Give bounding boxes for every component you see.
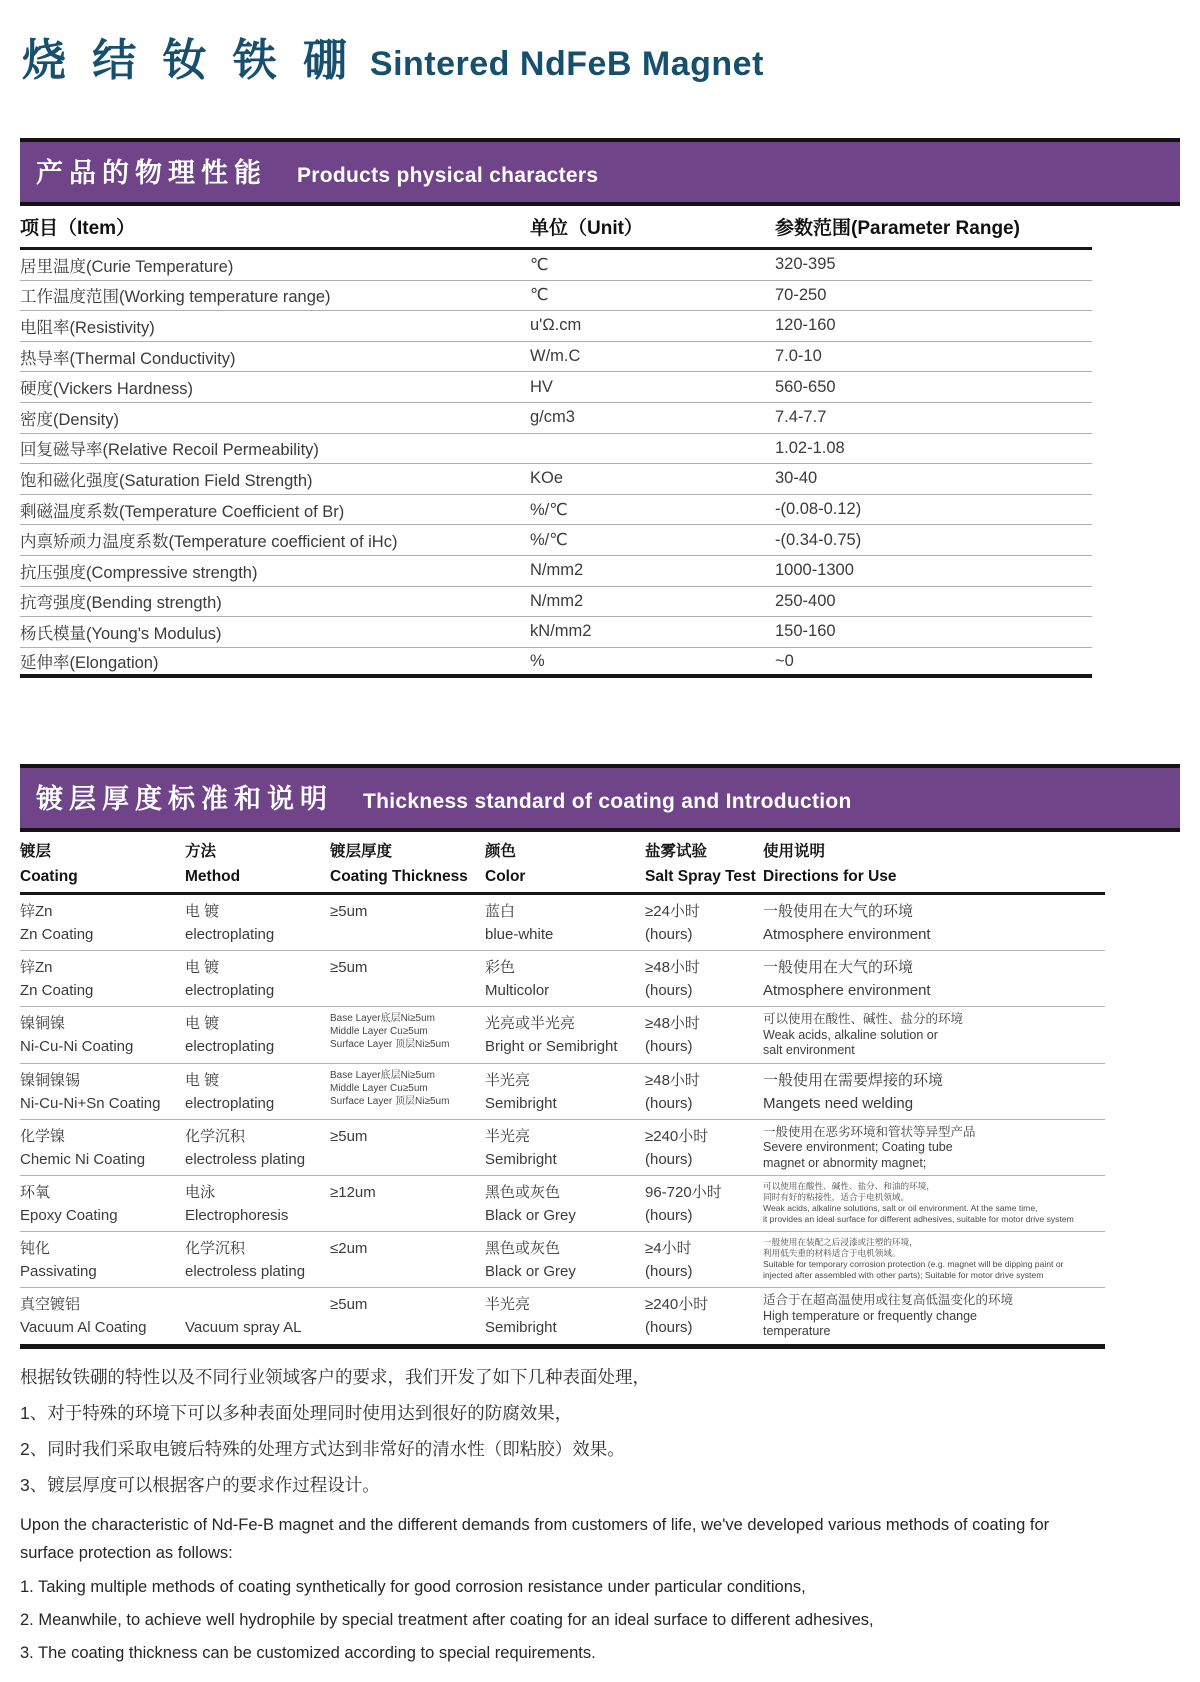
salt_spray-line: ≥48小时 bbox=[645, 1071, 700, 1089]
thickness-line: ≥12um bbox=[330, 1184, 376, 1202]
directions-cell bbox=[763, 956, 1105, 1002]
method-cell bbox=[185, 1069, 330, 1115]
section1-heading-en: Products physical characters bbox=[297, 164, 599, 187]
method-line: electroless plating bbox=[185, 1150, 306, 1168]
unit-cell: W/m.C bbox=[530, 347, 581, 366]
coating-line: Ni-Cu-Ni Coating bbox=[20, 1038, 134, 1056]
directions-line: 一般使用在恶劣环境和管状等异型产品 bbox=[763, 1124, 976, 1139]
col-header-thickness-zh: 镀层厚度 bbox=[330, 843, 393, 861]
thickness-line: Middle Layer Cu≥5um bbox=[330, 1026, 428, 1038]
directions-line: 适合于在超高温使用或往复高低温变化的环境 bbox=[763, 1293, 1014, 1308]
thickness-cell bbox=[330, 1181, 485, 1227]
col-header-range: 参数范围(Parameter Range) bbox=[775, 218, 1020, 239]
color-line: 蓝白 bbox=[485, 903, 516, 921]
coating-line: Chemic Ni Coating bbox=[20, 1150, 146, 1168]
col-header-salt-spray-zh: 盐雾试验 bbox=[645, 843, 708, 861]
physical-table-row bbox=[20, 495, 1092, 526]
salt_spray-line: (hours) bbox=[645, 1038, 693, 1056]
thickness-cell bbox=[330, 1012, 485, 1059]
directions-line: 可以使用在酸性、碱性、盐分的环境 bbox=[763, 1012, 964, 1027]
method-line: 化学沉积 bbox=[185, 1240, 246, 1258]
directions-line: magnet or abnormity magnet; bbox=[763, 1155, 927, 1170]
unit-cell: ℃ bbox=[530, 255, 549, 274]
thickness-line: Surface Layer 顶层Ni≥5um bbox=[330, 1039, 450, 1051]
item-cell: 杨氏模量(Young's Modulus) bbox=[20, 624, 222, 643]
directions-line: Weak acids, alkaline solutions, salt or oil environment. At the same time, bbox=[763, 1203, 1038, 1214]
range-cell: 7.4-7.7 bbox=[775, 408, 827, 427]
directions-cell bbox=[763, 900, 1105, 946]
method-cell bbox=[185, 900, 330, 946]
method-line: 电 镀 bbox=[185, 1071, 220, 1089]
coating-line: Zn Coating bbox=[20, 982, 94, 1000]
col-header-method-en: Method bbox=[185, 868, 241, 886]
col-header-coating-en: Coating bbox=[20, 868, 78, 886]
color-line: Multicolor bbox=[485, 982, 550, 1000]
range-cell: -(0.34-0.75) bbox=[775, 530, 862, 549]
salt_spray-line: (hours) bbox=[645, 1319, 693, 1337]
thickness-line: ≥5um bbox=[330, 1127, 368, 1145]
coating-table-row bbox=[20, 1007, 1105, 1064]
method-cell bbox=[185, 1181, 330, 1227]
note-en-2: 2. Meanwhile, to achieve well hydrophile by special treatment after coating for an ideal surface to different adhesives, bbox=[20, 1610, 874, 1629]
physical-table-row bbox=[20, 311, 1092, 342]
physical-table-row bbox=[20, 556, 1092, 587]
physical-table-body bbox=[20, 250, 1092, 678]
coating-table-row bbox=[20, 1120, 1105, 1177]
physical-table-row bbox=[20, 434, 1092, 465]
salt_spray-line: ≥240小时 bbox=[645, 1127, 709, 1145]
coating-line: Epoxy Coating bbox=[20, 1207, 118, 1225]
method-line: 电 镀 bbox=[185, 1015, 220, 1033]
col-header-thickness-en: Coating Thickness bbox=[330, 868, 468, 886]
item-cell: 电阻率(Resistivity) bbox=[20, 318, 155, 337]
unit-cell: %/℃ bbox=[530, 531, 568, 550]
directions-line: injected after assembled with other parts); Suitable for motor drive system bbox=[763, 1270, 1044, 1281]
physical-table-row bbox=[20, 281, 1092, 312]
thickness-line: Surface Layer 顶层Ni≥5um bbox=[330, 1095, 450, 1107]
coating-cell bbox=[20, 1069, 185, 1115]
thickness-line: Middle Layer Cu≥5um bbox=[330, 1082, 428, 1094]
physical-table-row bbox=[20, 648, 1092, 679]
salt_spray-line: (hours) bbox=[645, 926, 693, 944]
directions-line: salt environment bbox=[763, 1043, 855, 1058]
range-cell: 70-250 bbox=[775, 285, 827, 304]
directions-line: High temperature or frequently change bbox=[763, 1308, 978, 1323]
color-line: Semibright bbox=[485, 1094, 557, 1112]
color-cell bbox=[485, 1181, 645, 1227]
salt_spray-line: (hours) bbox=[645, 1094, 693, 1112]
directions-cell bbox=[763, 1125, 1105, 1172]
coating-table-row bbox=[20, 1288, 1105, 1349]
physical-table-row bbox=[20, 372, 1092, 403]
coating-table-header bbox=[20, 832, 1105, 895]
directions-line: Suitable for temporary corrosion protection (e.g. magnet will be dipping paint or bbox=[763, 1259, 1064, 1270]
coating-table bbox=[20, 832, 1105, 1349]
directions-cell bbox=[763, 1069, 1105, 1115]
coating-table-row bbox=[20, 895, 1105, 951]
coating-cell bbox=[20, 900, 185, 946]
salt_spray-line: (hours) bbox=[645, 1263, 693, 1281]
col-header-thickness bbox=[330, 842, 485, 886]
coating-line: 钝化 bbox=[20, 1240, 51, 1258]
method-cell bbox=[185, 1012, 330, 1059]
color-line: Black or Grey bbox=[485, 1207, 576, 1225]
coating-table-row bbox=[20, 1064, 1105, 1120]
salt-spray-cell bbox=[645, 1069, 763, 1115]
directions-line: 一般使用在需要焊接的环境 bbox=[763, 1071, 944, 1089]
col-header-color-zh: 颜色 bbox=[485, 843, 517, 861]
unit-cell: N/mm2 bbox=[530, 561, 584, 580]
directions-line: 一般使用在大气的环境 bbox=[763, 903, 914, 921]
section1-heading-zh: 产品的物理性能 bbox=[36, 158, 267, 188]
coating-cell bbox=[20, 956, 185, 1002]
salt-spray-cell bbox=[645, 956, 763, 1002]
directions-line: 一般使用在装配之后浸漆或注塑的环境， bbox=[763, 1237, 918, 1248]
directions-line: Weak acids, alkaline solution or bbox=[763, 1027, 938, 1042]
directions-line: 同时有好的粘接性，适合于电机领域。 bbox=[763, 1192, 910, 1203]
color-cell bbox=[485, 1012, 645, 1059]
physical-table-row bbox=[20, 342, 1092, 373]
col-header-item: 项目（Item） bbox=[20, 218, 136, 239]
item-cell: 居里温度(Curie Temperature) bbox=[20, 257, 234, 276]
method-line: 电 镀 bbox=[185, 959, 220, 977]
coating-line: 环氧 bbox=[20, 1184, 51, 1202]
item-cell: 工作温度范围(Working temperature range) bbox=[20, 288, 331, 307]
item-cell: 回复磁导率(Relative Recoil Permeability) bbox=[20, 441, 319, 460]
thickness-line: ≥5um bbox=[330, 959, 368, 977]
salt_spray-line: ≥24小时 bbox=[645, 903, 700, 921]
color-line: 半光亮 bbox=[485, 1296, 531, 1314]
coating-line: 真空镀铝 bbox=[20, 1296, 81, 1314]
section-header-physical bbox=[20, 138, 1180, 206]
color-line: Semibright bbox=[485, 1319, 557, 1337]
color-cell bbox=[485, 1293, 645, 1340]
thickness-line: Base Layer底层Ni≥5um bbox=[330, 1069, 435, 1081]
color-cell bbox=[485, 1069, 645, 1115]
directions-line: Atmosphere environment bbox=[763, 926, 931, 944]
note-zh-intro: 根据钕铁硼的特性以及不同行业领域客户的要求，我们开发了如下几种表面处理， bbox=[20, 1366, 650, 1387]
thickness-cell bbox=[330, 900, 485, 946]
method-line: electroless plating bbox=[185, 1263, 306, 1281]
col-header-directions-en: Directions for Use bbox=[763, 868, 897, 886]
coating-cell bbox=[20, 1125, 185, 1172]
directions-cell bbox=[763, 1181, 1105, 1227]
range-cell: 150-160 bbox=[775, 622, 836, 641]
color-line: 彩色 bbox=[485, 959, 516, 977]
col-header-color bbox=[485, 842, 645, 886]
range-cell: 7.0-10 bbox=[775, 347, 822, 366]
item-cell: 内禀矫顽力温度系数(Temperature coefficient of iHc) bbox=[20, 533, 398, 552]
physical-table-row bbox=[20, 617, 1092, 648]
item-cell: 延伸率(Elongation) bbox=[20, 654, 159, 673]
physical-table-row bbox=[20, 250, 1092, 281]
note-en-3: 3. The coating thickness can be customized according to special requirements. bbox=[20, 1643, 596, 1662]
method-line: electroplating bbox=[185, 926, 275, 944]
item-cell: 剩磁温度系数(Temperature Coefficient of Br) bbox=[20, 502, 345, 521]
color-cell bbox=[485, 900, 645, 946]
unit-cell: %/℃ bbox=[530, 500, 568, 519]
item-cell: 硬度(Vickers Hardness) bbox=[20, 380, 193, 399]
range-cell: 250-400 bbox=[775, 591, 836, 610]
salt_spray-line: ≥48小时 bbox=[645, 1015, 700, 1033]
directions-cell bbox=[763, 1237, 1105, 1283]
coating-line: 锌Zn bbox=[20, 959, 53, 977]
coating-line: Ni-Cu-Ni+Sn Coating bbox=[20, 1094, 161, 1112]
color-line: 黑色或灰色 bbox=[485, 1240, 561, 1258]
unit-cell: g/cm3 bbox=[530, 408, 575, 427]
physical-table-header bbox=[20, 206, 1092, 250]
coating-table-row bbox=[20, 1232, 1105, 1288]
salt_spray-line: 96-720小时 bbox=[645, 1184, 722, 1202]
method-line: Vacuum spray AL bbox=[185, 1319, 302, 1337]
salt-spray-cell bbox=[645, 1125, 763, 1172]
coating-line: Passivating bbox=[20, 1263, 97, 1281]
color-cell bbox=[485, 956, 645, 1002]
coating-line: 化学镍 bbox=[20, 1127, 66, 1145]
coating-cell bbox=[20, 1293, 185, 1340]
physical-table-row bbox=[20, 464, 1092, 495]
unit-cell: kN/mm2 bbox=[530, 622, 592, 641]
salt_spray-line: ≥240小时 bbox=[645, 1296, 709, 1314]
thickness-cell bbox=[330, 956, 485, 1002]
method-line: electroplating bbox=[185, 1094, 275, 1112]
salt_spray-line: (hours) bbox=[645, 982, 693, 1000]
thickness-cell bbox=[330, 1069, 485, 1115]
method-cell bbox=[185, 1293, 330, 1340]
note-en-1: 1. Taking multiple methods of coating synthetically for good corrosion resistance under particular conditions, bbox=[20, 1577, 806, 1596]
note-en-intro: Upon the characteristic of Nd-Fe-B magnet and the different demands from customers of life, we've developed various methods of coating for surface protection as follows: bbox=[20, 1515, 1050, 1562]
page-title bbox=[22, 24, 1180, 88]
page-title-zh: 烧 结 钕 铁 硼 bbox=[22, 36, 354, 85]
col-header-unit: 单位（Unit） bbox=[530, 218, 643, 239]
page-title-en: Sintered NdFeB Magnet bbox=[369, 45, 764, 83]
directions-cell bbox=[763, 1012, 1105, 1059]
unit-cell: % bbox=[530, 651, 545, 670]
salt_spray-line: ≥4小时 bbox=[645, 1240, 692, 1258]
thickness-cell bbox=[330, 1237, 485, 1283]
thickness-line: ≥5um bbox=[330, 1296, 368, 1314]
salt-spray-cell bbox=[645, 1237, 763, 1283]
col-header-directions bbox=[763, 842, 1105, 886]
col-header-color-en: Color bbox=[485, 868, 526, 886]
directions-line: 一般使用在大气的环境 bbox=[763, 959, 914, 977]
method-cell bbox=[185, 1237, 330, 1283]
range-cell: 120-160 bbox=[775, 316, 836, 335]
unit-cell: HV bbox=[530, 377, 553, 396]
range-cell: 560-650 bbox=[775, 377, 836, 396]
col-header-method bbox=[185, 842, 330, 886]
thickness-line: Base Layer底层Ni≥5um bbox=[330, 1013, 435, 1025]
thickness-cell bbox=[330, 1125, 485, 1172]
range-cell: 320-395 bbox=[775, 255, 836, 274]
salt-spray-cell bbox=[645, 1293, 763, 1340]
unit-cell: N/mm2 bbox=[530, 591, 584, 610]
item-cell: 密度(Density) bbox=[20, 410, 120, 429]
item-cell: 饱和磁化强度(Saturation Field Strength) bbox=[20, 471, 313, 490]
col-header-coating-zh: 镀层 bbox=[20, 843, 52, 861]
range-cell: 30-40 bbox=[775, 469, 818, 488]
unit-cell: ℃ bbox=[530, 286, 549, 305]
coating-line: Vacuum Al Coating bbox=[20, 1319, 147, 1337]
notes-chinese bbox=[20, 1367, 1180, 1495]
salt-spray-cell bbox=[645, 1181, 763, 1227]
item-cell: 热导率(Thermal Conductivity) bbox=[20, 349, 236, 368]
unit-cell: u'Ω.cm bbox=[530, 316, 582, 335]
range-cell: -(0.08-0.12) bbox=[775, 500, 862, 519]
color-line: 半光亮 bbox=[485, 1127, 531, 1145]
col-header-directions-zh: 使用说明 bbox=[763, 843, 826, 861]
color-line: blue-white bbox=[485, 926, 554, 944]
range-cell: 1.02-1.08 bbox=[775, 438, 845, 457]
physical-table-row bbox=[20, 587, 1092, 618]
unit-cell: KOe bbox=[530, 469, 564, 488]
thickness-line: ≥5um bbox=[330, 903, 368, 921]
directions-line: Mangets need welding bbox=[763, 1094, 914, 1112]
col-header-salt-spray bbox=[645, 842, 763, 886]
section-header-coating bbox=[20, 764, 1180, 832]
method-line: 化学沉积 bbox=[185, 1127, 246, 1145]
color-line: Black or Grey bbox=[485, 1263, 576, 1281]
coating-line: 锌Zn bbox=[20, 903, 53, 921]
notes-english bbox=[20, 1511, 1095, 1667]
note-zh-3: 3、镀层厚度可以根据客户的要求作过程设计。 bbox=[20, 1474, 380, 1495]
directions-line: 利用低失重的材料适合于电机领域。 bbox=[763, 1248, 901, 1259]
coating-cell bbox=[20, 1012, 185, 1059]
salt-spray-cell bbox=[645, 900, 763, 946]
coating-table-row bbox=[20, 951, 1105, 1007]
thickness-line: ≤2um bbox=[330, 1240, 368, 1258]
salt_spray-line: ≥48小时 bbox=[645, 959, 700, 977]
col-header-coating bbox=[20, 842, 185, 886]
coating-cell bbox=[20, 1181, 185, 1227]
method-line: electroplating bbox=[185, 982, 275, 1000]
color-line: 光亮或半光亮 bbox=[485, 1015, 576, 1033]
physical-table bbox=[20, 206, 1092, 678]
directions-line: Severe environment; Coating tube bbox=[763, 1140, 953, 1155]
method-line: 电泳 bbox=[185, 1184, 216, 1202]
note-zh-2: 2、同时我们采取电镀后特殊的处理方式达到非常好的清水性（即粘胶）效果。 bbox=[20, 1438, 625, 1459]
coating-table-row bbox=[20, 1176, 1105, 1232]
section2-heading-en: Thickness standard of coating and Introduction bbox=[363, 790, 852, 814]
coating-cell bbox=[20, 1237, 185, 1283]
color-line: 半光亮 bbox=[485, 1071, 531, 1089]
salt_spray-line: (hours) bbox=[645, 1207, 693, 1225]
method-line bbox=[185, 1293, 322, 1316]
range-cell: ~0 bbox=[775, 651, 794, 670]
coating-line: 镍铜镍 bbox=[20, 1015, 66, 1033]
method-line: 电 镀 bbox=[185, 903, 220, 921]
directions-line: 可以使用在酸性、碱性、盐分、和油的环境， bbox=[763, 1181, 935, 1192]
note-zh-1: 1、对于特殊的环境下可以多种表面处理同时使用达到很好的防腐效果， bbox=[20, 1402, 573, 1423]
color-line: 黑色或灰色 bbox=[485, 1184, 561, 1202]
thickness-cell bbox=[330, 1293, 485, 1340]
directions-cell bbox=[763, 1293, 1105, 1340]
directions-line: it provides an ideal surface for different adhesives, suitable for motor drive system bbox=[763, 1214, 1074, 1225]
directions-line: Atmosphere environment bbox=[763, 982, 931, 1000]
salt_spray-line: (hours) bbox=[645, 1150, 693, 1168]
physical-table-row bbox=[20, 403, 1092, 434]
col-header-method-zh: 方法 bbox=[185, 843, 217, 861]
color-cell bbox=[485, 1237, 645, 1283]
color-line: Bright or Semibright bbox=[485, 1038, 618, 1056]
method-cell bbox=[185, 956, 330, 1002]
method-cell bbox=[185, 1125, 330, 1172]
color-cell bbox=[485, 1125, 645, 1172]
coating-line: 镍铜镍锡 bbox=[20, 1071, 81, 1089]
coating-table-body bbox=[20, 895, 1105, 1349]
salt-spray-cell bbox=[645, 1012, 763, 1059]
directions-line: temperature bbox=[763, 1324, 831, 1339]
section2-heading-zh: 镀层厚度标准和说明 bbox=[36, 784, 333, 815]
range-cell: 1000-1300 bbox=[775, 561, 854, 580]
method-line: electroplating bbox=[185, 1038, 275, 1056]
item-cell: 抗压强度(Compressive strength) bbox=[20, 563, 258, 582]
col-header-salt-spray-en: Salt Spray Test bbox=[645, 868, 756, 886]
method-line: Electrophoresis bbox=[185, 1207, 289, 1225]
physical-table-row bbox=[20, 525, 1092, 556]
coating-line: Zn Coating bbox=[20, 926, 94, 944]
item-cell: 抗弯强度(Bending strength) bbox=[20, 594, 222, 613]
color-line: Semibright bbox=[485, 1150, 557, 1168]
